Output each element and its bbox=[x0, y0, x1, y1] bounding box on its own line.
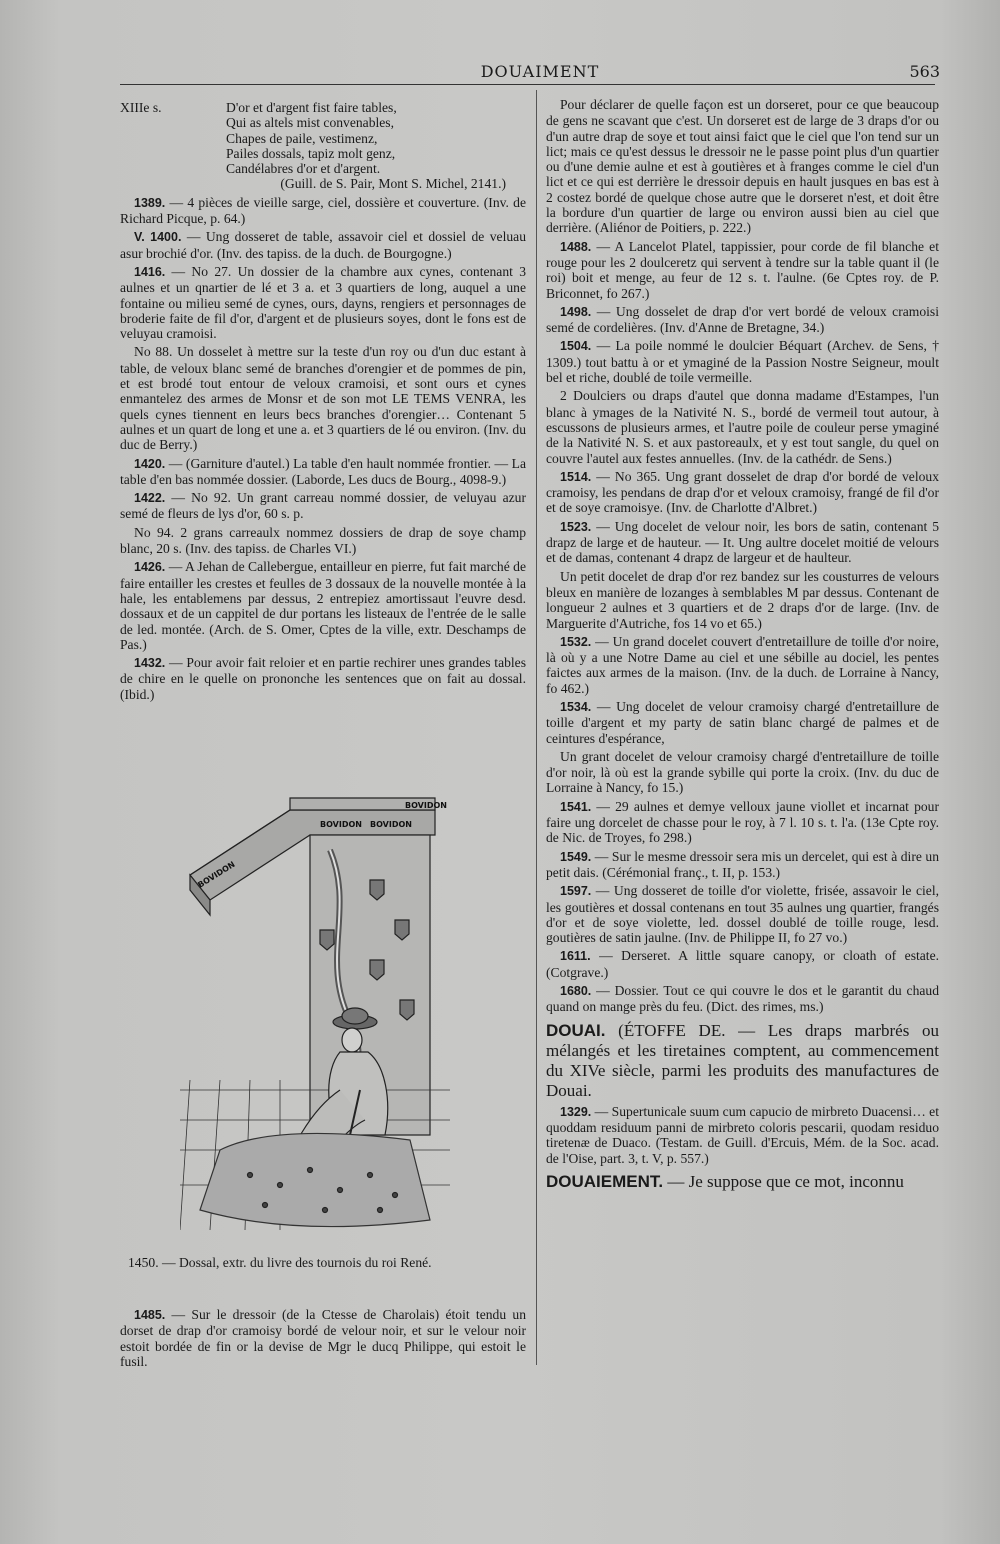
dossal-engraving bbox=[180, 790, 450, 1230]
douai-text: (ÉTOFFE DE. — Les draps marbrés ou mélangés et les tiretaines comptent, au commencement du XIVe siècle, parmi les produits des manufactures de Douai. bbox=[546, 1020, 939, 1100]
entry-text: — No 92. Un grant carreau nommé dossier, de veluyau azur semé de fleurs de lys d'or, 60 s. p. bbox=[120, 490, 526, 522]
entry-paragraph bbox=[546, 97, 939, 236]
entry-paragraph bbox=[120, 264, 526, 341]
entry-paragraph bbox=[120, 344, 526, 452]
entry-text: — No 365. Ung grant dosselet de drap d'or bordé de veloux cramoisy, les pendans de drap d'or et veloux cramoisy, frangé de fil d'or et de soye cramoisye. (Inv. de Charlotte d'Albret.) bbox=[546, 468, 939, 516]
douai-article bbox=[546, 1021, 939, 1101]
entry-paragraph bbox=[546, 469, 939, 516]
entry-date: 1532. bbox=[560, 634, 592, 649]
entry-text: Un petit docelet de drap d'or rez bandez sur les cousturres de velours bleux en manière de lozanges à semblables M par dessus. Contenant de longueur 2 aulnes et 3 quartiers et de 2 draps d'or de large. (Inv. de Marguerite d'Autriche, fos 14 vo et 65.) bbox=[546, 568, 939, 631]
entry-paragraph bbox=[546, 749, 939, 796]
entry-text: — La poile nommé le doulcier Béquart (Archev. de Sens, † 1309.) tout battu à or et ymaginé de la Passion Nostre Seigneur, moult bel et riche, doublé de toile vermeille. bbox=[546, 338, 939, 386]
entry-paragraph bbox=[546, 304, 939, 336]
entry-text: — A Lancelot Platel, tappissier, pour corde de fil blanche et rouge pour les 2 doulceretz qui servent à tendre sur la table quant il (le roi) boit et menge, au feur de 12 s. t. l'aulne. (6e Cptes roy. de P. Briconnet, fo 267.) bbox=[546, 238, 939, 301]
entry-text: — Sur le dressoir (de la Ctesse de Charolais) étoit tendu un dorset de drap d'or cramoisy bordé de velour noir, et sur le velour noir estoit bordée de fin or la devise de Mgr le ducq Philippe, qui estoit le fusil. bbox=[120, 1307, 526, 1369]
entry-date: 1416. bbox=[134, 264, 166, 279]
entry-text: — Ung dosselet de drap d'or vert bordé de veloux cramoisi semé de cordelières. (Inv. d'Anne de Bretagne, 34.) bbox=[546, 303, 939, 336]
entry-paragraph bbox=[546, 388, 939, 465]
entry-paragraph bbox=[546, 634, 939, 696]
entry-paragraph bbox=[546, 883, 939, 945]
entry-paragraph bbox=[546, 983, 939, 1015]
entry-paragraph bbox=[546, 849, 939, 881]
entry-text: — (Garniture d'autel.) La table d'en hault nommée frontier. — La table d'en bas nommée dossier. (Laborde, Les ducs de Bourg., 4098-9.) bbox=[120, 455, 526, 487]
entry-date: 1611. bbox=[560, 949, 591, 964]
entry-date: 1488. bbox=[560, 239, 592, 254]
entry-date: 1420. bbox=[134, 456, 166, 471]
entry-text: — Sur le mesme dressoir sera mis un dercelet, qui est à dire un petit dais. (Cérémonial franç., t. II, p. 153.) bbox=[546, 848, 939, 880]
entry-text: — Ung docelet de velour cramoisy chargé d'entretaillure de toille d'argent et my party de satin blanc chargé de palmes et de ceintures d'espérance, bbox=[546, 698, 939, 746]
entry-text: — Un grand docelet couvert d'entretaillure de toille d'or noire, là où y a une Notre Dame au ciel et une sébille au dociel, les pentes faictes aux armes de la maison. (Inv. de la duch. de Lorraine à Nancy, fo 462.) bbox=[546, 633, 939, 696]
verse-line: Chapes de paile, vestimenz, bbox=[226, 130, 378, 146]
page-number: 563 bbox=[909, 62, 940, 81]
right-column bbox=[546, 97, 939, 1195]
entry-date: V. 1400. bbox=[134, 230, 182, 245]
verse-lines bbox=[226, 100, 526, 192]
figure-caption: 1450. — Dossal, extr. du livre des tournois du roi René. bbox=[128, 1255, 432, 1270]
entry-paragraph bbox=[546, 1104, 939, 1166]
canopy-label: BOVIDON bbox=[320, 820, 362, 829]
entry-date: 1389. bbox=[134, 195, 166, 210]
entry-text: — Ung dosseret de table, assavoir ciel et dossiel de veluau asur brochié d'or. (Inv. des tapiss. de la duch. de Bourgogne.) bbox=[120, 229, 526, 261]
entry-date: 1549. bbox=[560, 849, 592, 864]
entry-date: 1514. bbox=[560, 469, 592, 484]
entry-text: — No 27. Un dossier de la chambre aux cynes, contenant 3 aulnes et un qnartier de lé et 3 a. et 3 quartiers de long, auquel a une fontaine ou milieu semé de cynes, ours, dayns, rengiers et personnages de broderie faite de fil d'or, d'argent et de plusieurs soyes, dont le fons est de veluyau cramoisi. bbox=[120, 263, 526, 342]
entry-text: — 29 aulnes et demye velloux jaune viollet et incarnat pour faire ung dorcelet de chasse pour le roy, à 7 l. 10 s. t. l'a. (13e Cpte roy. de Nic. de Troyes, fo 298.) bbox=[546, 798, 939, 846]
entry-text: 2 Doulciers ou draps d'autel que donna madame d'Estampes, l'un blanc à ymages de la Nativité N. S., bordé de vermeil tout autour, à escussons de plusieurs armes, et l'autre poile de couleur perse ymaginé de la Nativité N. S. et aux pastoreaulx, et y est tout sangle, du quel on couvre l'autel aux festes annuelles. (Inv. de la cathédr. de Sens.) bbox=[546, 388, 939, 466]
douaiement-text: — Je suppose que ce mot, inconnu bbox=[663, 1171, 904, 1191]
running-head: DOUAIMENT bbox=[480, 62, 600, 81]
verse-century-label: XIIIe s. bbox=[120, 100, 162, 115]
entry-text: — 4 pièces de vieille sarge, ciel, dossière et couverture. (Inv. de Richard Picque, p. 64.) bbox=[120, 194, 526, 227]
entry-paragraph bbox=[120, 525, 526, 557]
entry-date: 1541. bbox=[560, 799, 592, 814]
verse-line: Qui as altels mist convenables, bbox=[226, 115, 394, 131]
douaiement-headword: DOUAIEMENT. bbox=[546, 1171, 664, 1191]
entry-text: Pour déclarer de quelle façon est un dorseret, pour ce que beaucoup de gens ne scavant que c'est. Un dorseret est de large de 3 draps d'or ou d'un autre drap de soye et tout ainsi faict que le ciel que l'on tend sur un lict; mais ce qu'est dessus le dressoir ne le passe point plus d'un quartier ou d'une demie aulne et est à goutières et à franges comme le ciel d'un lict et ce qui est derrière le dressoir depuis en hault jusques en bas est à 2 costez bordé de quelque chose autre que le dorseret n'est, et doit être la bordure d'un quartier de large ou environ aussi bien au ciel que derrière. (Aliénor de Poitiers, p. 222.) bbox=[546, 97, 939, 236]
verse-line: Candélabres d'or et d'argent. bbox=[226, 161, 381, 177]
entry-date: 1504. bbox=[560, 339, 592, 354]
entry-text: — Dossier. Tout ce qui couvre le dos et le garantit du chaud quand on mange près du feu. (Dict. des rimes, ms.) bbox=[546, 983, 939, 1015]
verse-line: D'or et d'argent fist faire tables, bbox=[226, 100, 397, 115]
entry-paragraph bbox=[120, 559, 526, 652]
entry-text: — Ung dosseret de toille d'or violette, frisée, assavoir le ciel, les goutières et dossal contenans en tout 35 aulnes ung quartier, frangés d'or et de soye violette, led. dossel doublé de toille rouge, lesd. goutières de satin jaulne. (Inv. de Philippe II, fo 27 vo.) bbox=[546, 883, 939, 946]
canopy-label: BOVIDON bbox=[370, 820, 412, 829]
entry-date: 1680. bbox=[560, 984, 592, 999]
verse-block bbox=[120, 100, 526, 192]
entry-paragraph bbox=[546, 699, 939, 746]
left-column bbox=[120, 100, 526, 705]
entry-paragraph bbox=[120, 229, 526, 261]
entry-text: No 88. Un dosselet à mettre sur la teste d'un roy ou d'un duc estant à table, de veloux blanc semé de branches d'orengier et de pommes de pin, et est brodé tout entour de veloux cramoisi, et sont ours et cynes enmantelez des armes de Monsr et de son mot LE TEMS VENRA, les quels cynes tiennent en leurs becs branches d'orengier… Contenant 5 aulnes et un quart de long et une a. et 3 quartiers de lé ou environ. (Inv. du duc de Berry.) bbox=[120, 344, 526, 453]
entry-date: 1329. bbox=[560, 1104, 592, 1119]
entry-date: 1534. bbox=[560, 699, 592, 714]
entry-paragraph bbox=[546, 948, 939, 980]
entry-text: — Derseret. A little square canopy, or cloath of estate. (Cotgrave.) bbox=[546, 948, 939, 980]
canopy-label: BOVIDON bbox=[196, 859, 237, 890]
douaiement-article bbox=[546, 1172, 939, 1192]
entry-text: Un grant docelet de velour cramoisy chargé d'entretaillure de toille d'or noir, là où est la grande sybille qui porte la croix. (Inv. du duc de Lorraine à Nancy, fo 15.) bbox=[546, 748, 939, 796]
entry-text: — Supertunicale suum cum capucio de mirbreto Duacensi… et quoddam residuum panni de mirbreto coloris pescarii, quodam residuo tiretenæ de Duaco. (Testam. de Guill. d'Ercuis, Mém. de la Soc. acad. de l'Oise, part. 3, t. V, p. 557.) bbox=[546, 1103, 939, 1166]
entry-paragraph bbox=[120, 490, 526, 522]
entry-paragraph bbox=[120, 1307, 526, 1369]
header-rule bbox=[120, 84, 935, 85]
entry-paragraph bbox=[120, 655, 526, 702]
entry-date: 1485. bbox=[134, 1308, 166, 1322]
column-divider bbox=[536, 90, 537, 1365]
entry-paragraph bbox=[120, 195, 526, 227]
entry-date: 1523. bbox=[560, 519, 592, 534]
douai-headword: DOUAI. bbox=[546, 1020, 606, 1040]
canopy-label: BOVIDON bbox=[405, 801, 447, 810]
verse-line: Pailes dossals, tapiz molt genz, bbox=[226, 145, 396, 161]
entry-paragraph bbox=[120, 456, 526, 488]
verse-citation: (Guill. de S. Pair, Mont S. Michel, 2141.) bbox=[280, 176, 506, 192]
entry-text: — Ung docelet de velour noir, les bors de satin, contenant 5 drapz de large et de hauteur. — It. Ung aultre docelet moitié de velours et de damas, contenant 4 drapz de largeur et de haulteur. bbox=[546, 518, 939, 566]
entry-date: 1426. bbox=[134, 560, 166, 575]
entry-text: — A Jehan de Callebergue, entailleur en pierre, fut fait marché de faire entailler les crestes et feulles de 3 dossaux de la nouvelle montée à la hale, les entablemens par dessus, 2 entrepiez amortissaut l'euvre desd. dossaux et de un cappitel de dur portans les listeaux de l'entrée de le salle de led. montée. (Arch. de S. Omer, Cptes de la ville, extr. Deschamps de Pas.) bbox=[120, 559, 526, 652]
entry-text: No 94. 2 grans carreaulx nommez dossiers de drap de soye champ blanc, 20 s. (Inv. des tapiss. de Charles VI.) bbox=[120, 524, 526, 557]
entry-paragraph bbox=[546, 519, 939, 566]
entry-date: 1432. bbox=[134, 656, 166, 671]
entry-text: — Pour avoir fait reloier et en partie rechirer unes grandes tables de chire en le quelle on prononche les sentences que on fait au dossal. (Ibid.) bbox=[120, 655, 526, 702]
entry-paragraph bbox=[546, 799, 939, 846]
entry-paragraph bbox=[546, 338, 939, 385]
entry-date: 1597. bbox=[560, 884, 592, 899]
entry-date: 1422. bbox=[134, 491, 166, 506]
left-column-bottom bbox=[120, 1307, 526, 1372]
entry-paragraph bbox=[546, 569, 939, 631]
entry-paragraph bbox=[546, 239, 939, 301]
entry-date: 1498. bbox=[560, 304, 592, 319]
